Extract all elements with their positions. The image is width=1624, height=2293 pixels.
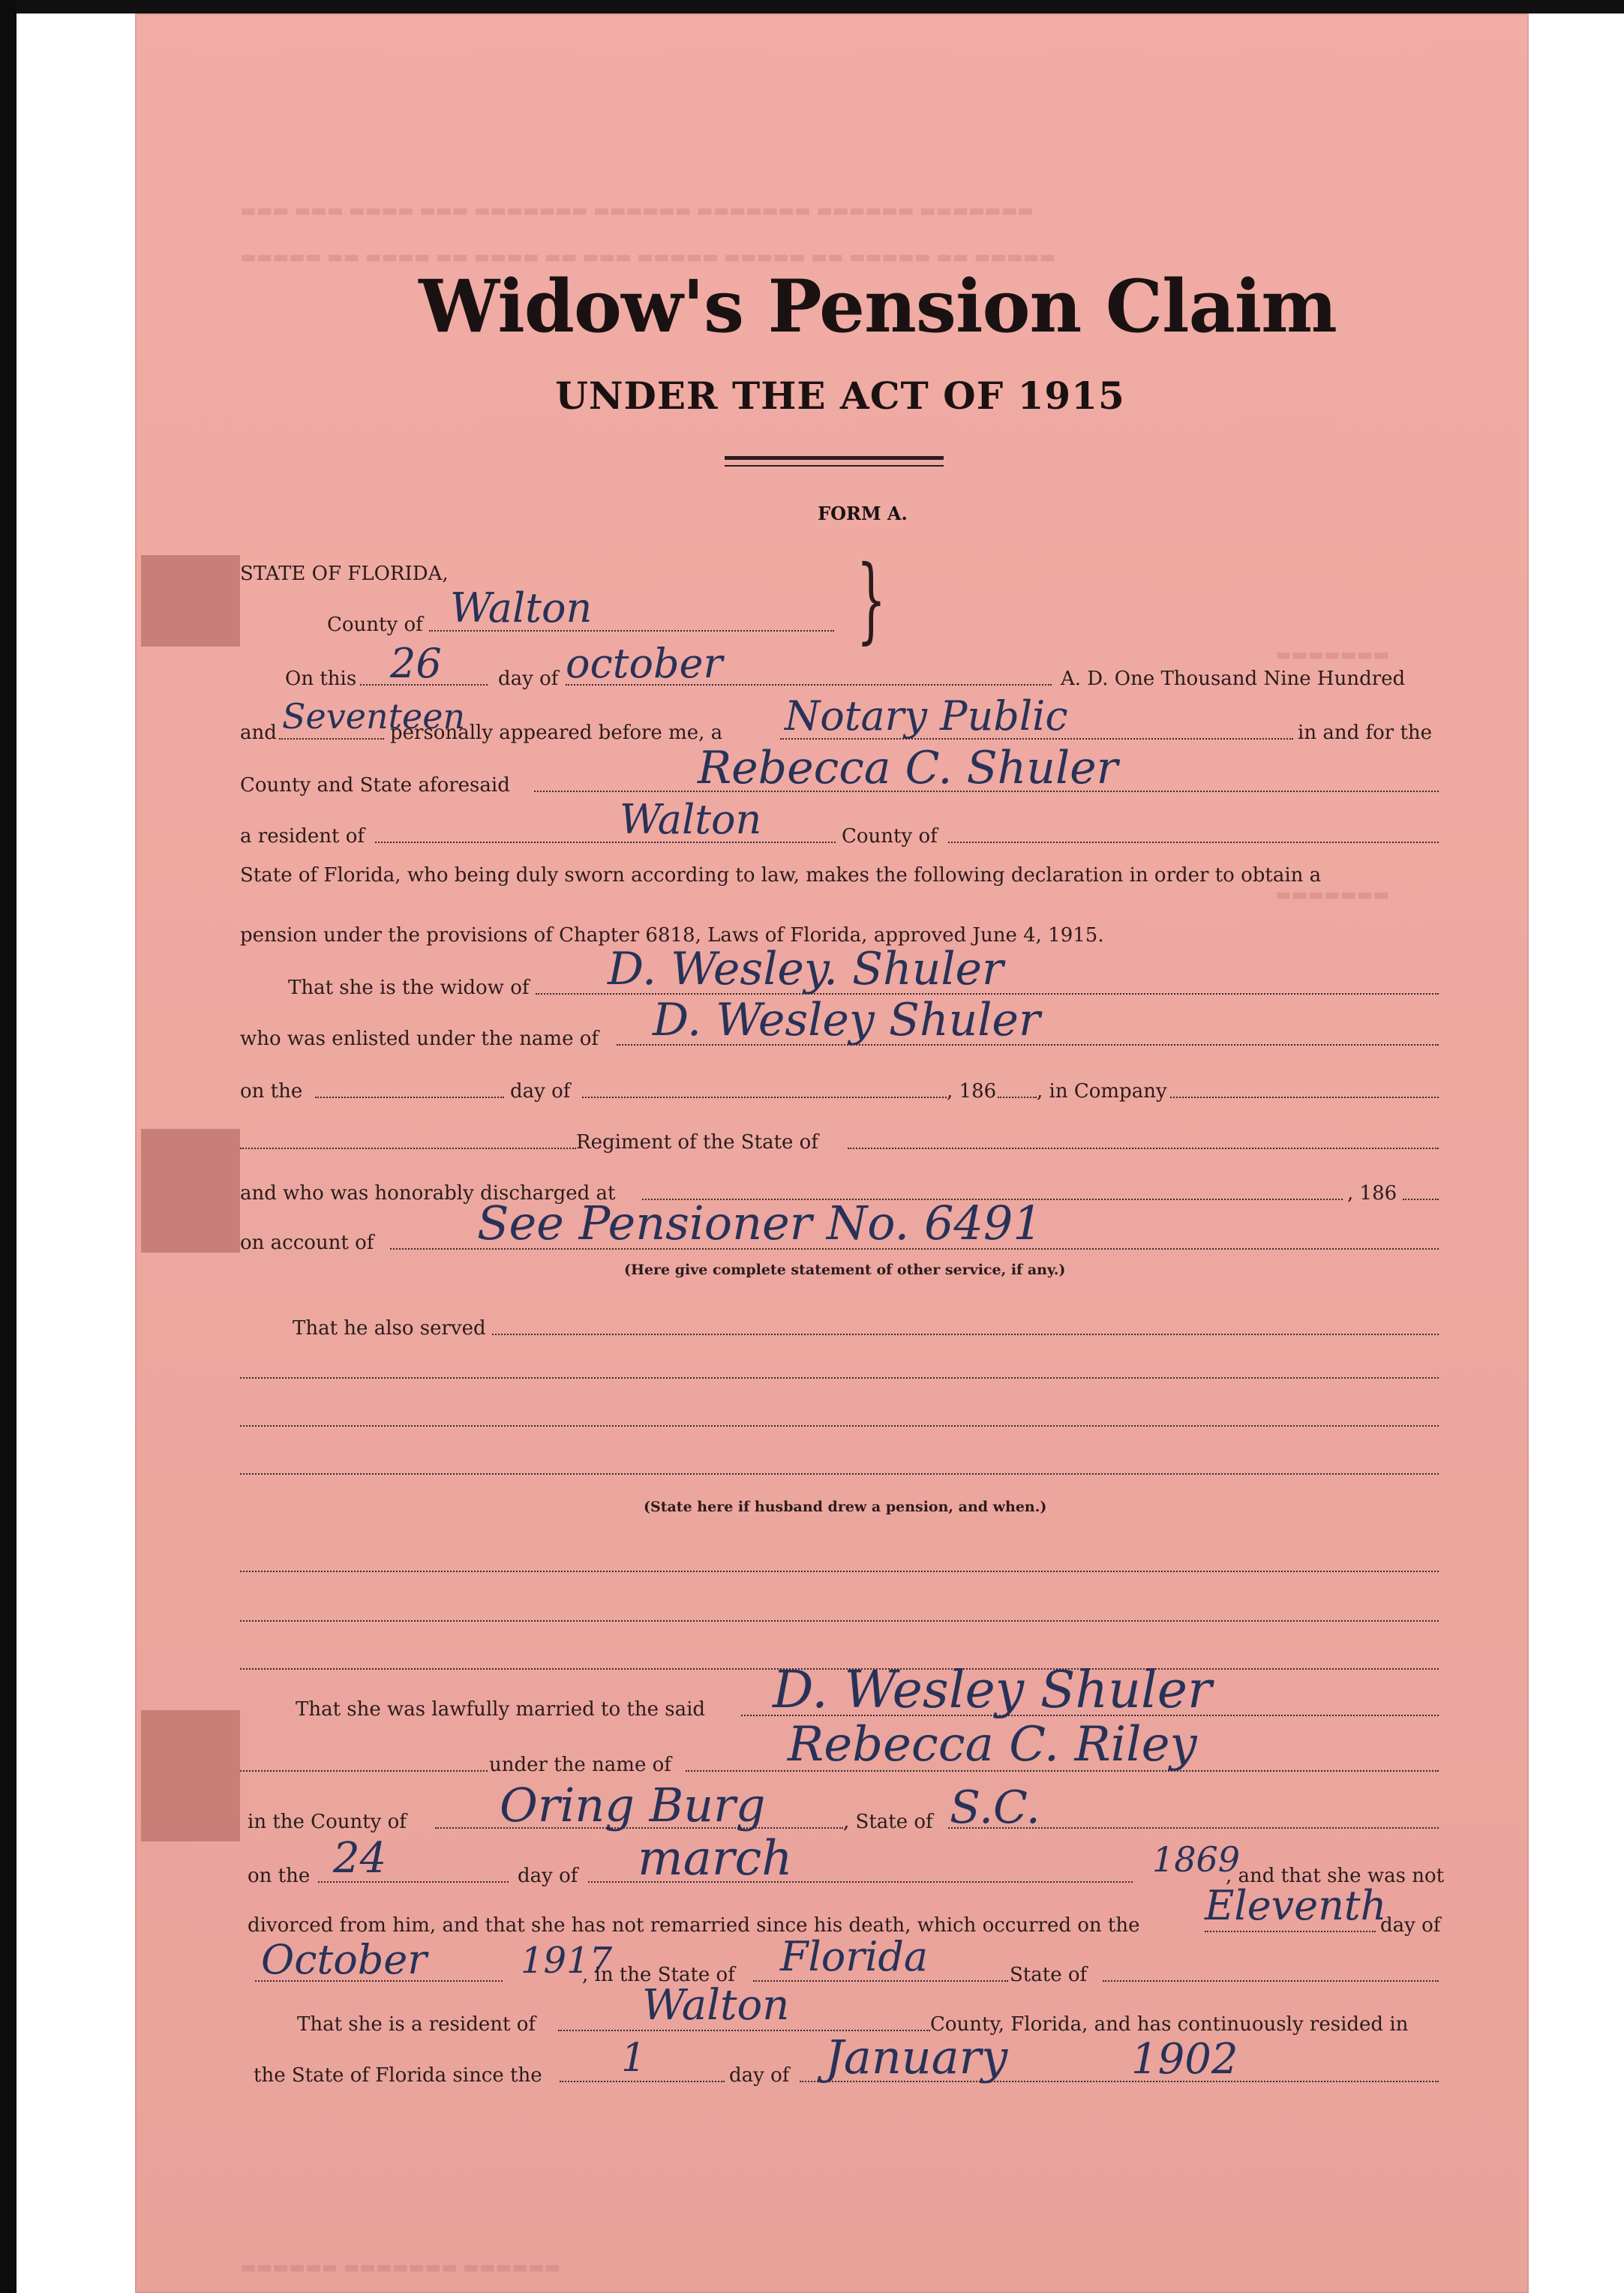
day-of-3-label: day of [1380,1914,1441,1937]
declaration-text: State of Florida, who being duly sworn according to law, makes the following declaration in order to obtain a [240,864,1322,887]
company-line [1170,1097,1439,1098]
service-line-3 [240,1473,1439,1475]
death-year-value: 1917 [521,1940,613,1982]
maiden-lead-line [240,1770,488,1772]
title-rule [725,456,944,460]
aforesaid-label: County and State aforesaid [240,774,510,797]
enlisted-label: who was enlisted under the name of [240,1028,599,1050]
day-of-2-label: day of [518,1865,578,1887]
married-value: D. Wesley Shuler [773,1661,1212,1720]
year-words-value: Seventeen [282,696,466,737]
county-of-label: County of [842,825,938,848]
officer-value: Notary Public [785,692,1068,740]
marriage-county-value: Oring Burg [500,1778,766,1832]
regiment-line [240,1148,576,1149]
pension-line-1 [240,1571,1439,1572]
state-of-2-line [1103,1980,1439,1982]
claimant-name: Rebecca C. Shuler [698,742,1118,794]
form-subtitle: UNDER THE ACT OF 1915 [555,374,1125,418]
tape-strip [141,1710,240,1841]
month-value: october [566,640,723,687]
maiden-label: under the name of [489,1754,671,1776]
day-of-label: day of [498,668,559,690]
form-label: FORM A. [818,503,908,524]
divorced-text: divorced from him, and that she has not remarried since his death, which occurred on the [248,1914,1140,1937]
pension-provision-text: pension under the provisions of Chapter 6818, Laws of Florida, approved June 4, 1915. [240,924,1104,947]
on-the-2-label: on the [248,1865,311,1887]
in-state-of-label: , in the State of [582,1964,735,1986]
death-day-line [1205,1931,1376,1932]
county-florida-text: County, Florida, and has continuously resided in [930,2013,1409,2036]
bleed-through-text: ▬▬▬▬▬▬▬ [1275,885,1390,905]
regiment-label: Regiment of the State of [576,1131,818,1154]
tape-strip [141,555,240,647]
enlist-month-line [582,1097,947,1098]
discharged-year-line [1403,1199,1439,1200]
marriage-state-value: S.C. [950,1781,1040,1834]
husband-pension-note: (State here if husband drew a pension, and when.) [644,1499,1047,1515]
personally-appeared-text: personally appeared before me, a [390,722,723,744]
resident-county-line [375,842,836,843]
marriage-day-value: 24 [333,1834,387,1883]
resident-value: Walton [642,1981,790,2030]
married-label: That she was lawfully married to the said [296,1698,706,1721]
marriage-month-value: march [638,1831,793,1886]
maiden-value: Rebecca C. Riley [788,1717,1197,1772]
other-service-note: (Here give complete statement of other service, if any.) [624,1262,1066,1278]
not-divorced-text: , and that she was not [1226,1865,1445,1887]
tape-strip [141,1129,240,1253]
enlist-day-line [315,1097,504,1098]
discharged-label: and who was honorably discharged at [240,1182,616,1205]
bleed-through-text: ▬▬▬▬▬▬▬ [1275,645,1390,665]
death-day-value: Eleventh [1205,1882,1387,1929]
in-and-for-text: in and for the [1298,722,1433,744]
since-day-value: 1 [621,2036,647,2081]
marriage-year-value: 1869 [1152,1839,1241,1880]
also-served-label: That he also served [293,1317,486,1340]
year-words-line [279,738,384,740]
bleed-through-text: ▬▬▬▬▬ ▬▬ ▬▬▬▬ ▬▬ ▬▬▬▬ ▬▬ ▬▬▬ ▬▬▬▬▬ ▬▬▬▬▬ ▬▬ ▬▬▬▬▬ ▬▬ ▬▬▬▬▬ [240,248,1056,267]
death-state-line [753,1980,1008,1982]
ad-text: A. D. One Thousand Nine Hundred [1061,668,1406,690]
form-title: Widow's Pension Claim [419,264,1337,349]
widow-of-value: D. Wesley. Shuler [608,943,1004,995]
year-186-label: , 186 [947,1080,997,1103]
resident-of-label: a resident of [240,825,365,848]
brace-symbol: } [856,546,887,654]
regiment-state-line [848,1148,1439,1149]
resident-label: That she is a resident of [297,2013,536,2036]
state-since-label: the State of Florida since the [254,2064,542,2087]
on-account-value: See Pensioner No. 6491 [477,1196,1043,1250]
death-month-value: October [261,1936,428,1983]
on-the-label: on the [240,1080,303,1103]
enlist-year-line [998,1097,1037,1098]
since-day-of-label: day of [729,2064,790,2087]
service-line-1 [240,1377,1439,1379]
on-account-of-label: on account of [240,1232,374,1254]
county-label: County of [327,614,423,636]
enlisted-value: D. Wesley Shuler [653,994,1040,1046]
bleed-through-text: ▬▬▬▬▬▬ ▬▬▬▬▬▬▬ ▬▬▬▬▬▬ [240,2258,561,2277]
widow-of-label: That she is the widow of [288,977,530,999]
and-label: and [240,722,277,744]
service-line-2 [240,1425,1439,1427]
death-state-value: Florida [780,1933,929,1980]
day-of-short-label: day of [510,1080,571,1103]
since-day-line [560,2081,725,2082]
state-of-label: , State of [843,1811,933,1833]
pension-line-2 [240,1620,1439,1622]
state-header: STATE OF FLORIDA, [240,563,449,585]
bleed-through-text: ▬▬▬ ▬▬▬ ▬▬▬▬ ▬▬▬ ▬▬▬▬▬▬▬ ▬▬▬▬▬▬ ▬▬▬▬▬▬▬ ▬▬▬▬▬▬ ▬▬▬▬▬▬▬ [240,201,1034,221]
resident-county-value: Walton [620,796,762,843]
day-value: 26 [390,640,442,687]
in-company-label: , in Company [1037,1080,1167,1103]
title-rule-thin [725,465,944,467]
also-served-line [492,1334,1439,1335]
state-of-2-label: State of [1010,1964,1088,1986]
top-black-border [0,0,1624,14]
on-this-label: On this [285,668,357,690]
discharged-year-label: , 186 [1347,1182,1397,1205]
left-black-border [0,0,17,2293]
county-value: Walton [450,584,593,632]
since-year-value: 1902 [1131,2035,1238,2084]
county-of-line [948,842,1439,843]
in-county-of-label: in the County of [248,1811,407,1833]
since-month-value: January [825,2030,1008,2084]
